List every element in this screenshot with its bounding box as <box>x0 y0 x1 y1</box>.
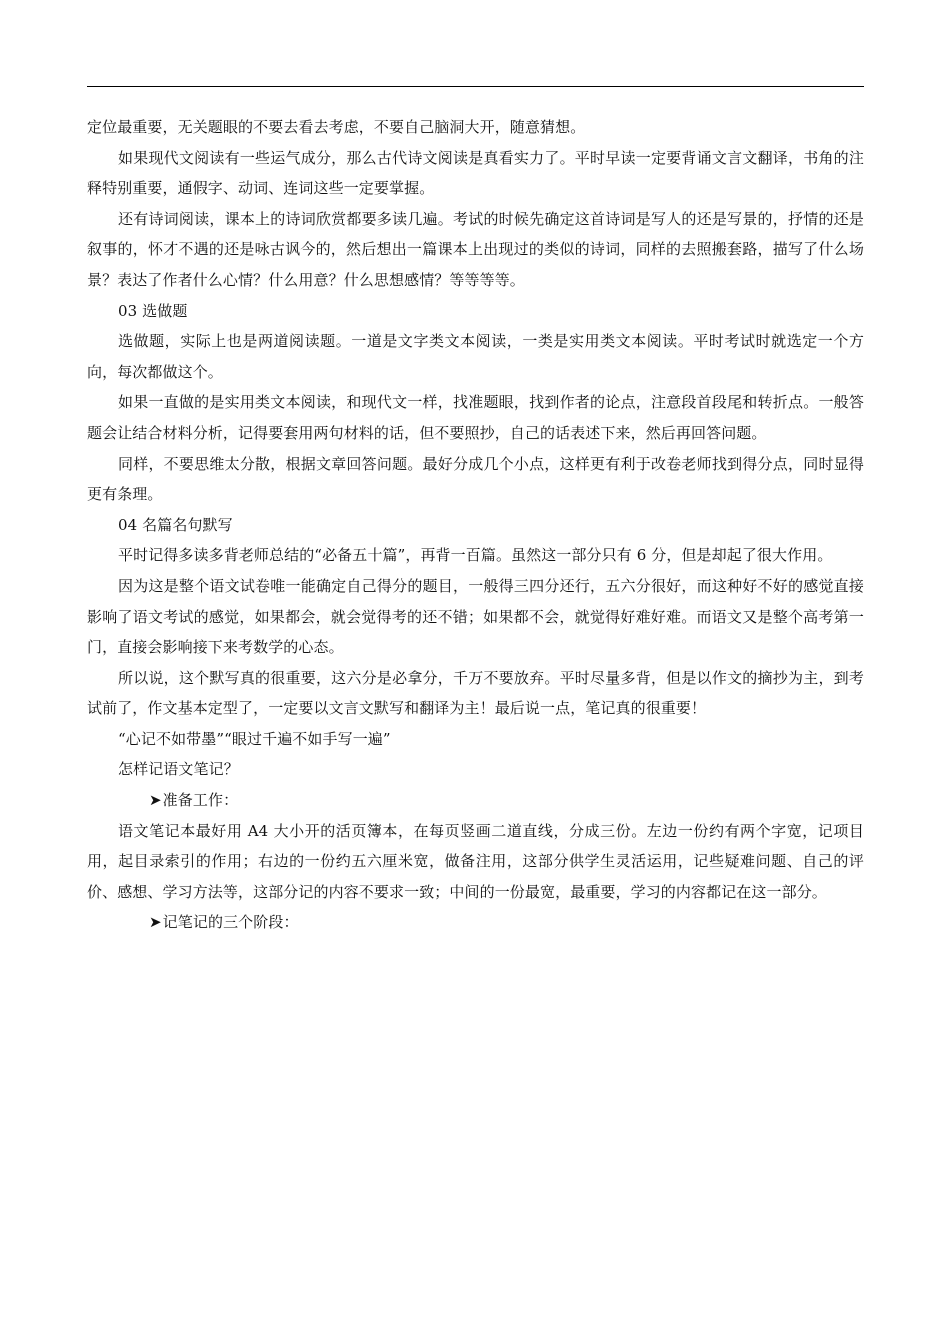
paragraph: 平时记得多读多背老师总结的“必备五十篇”，再背一百篇。虽然这一部分只有 6 分，但是却起了很大作用。 <box>118 546 833 565</box>
bullet-text: 准备工作： <box>162 791 239 810</box>
document-body <box>87 112 864 938</box>
bullet-item <box>87 907 864 938</box>
quote-line: “心记不如带墨”“眼过千遍不如手写一遍” <box>118 729 391 748</box>
paragraph: 定位最重要，无关题眼的不要去看去考虑，不要自己脑洞大开，随意猜想。 <box>87 118 586 136</box>
paragraph: 语文笔记本最好用 A4 大小开的活页簿本，在每页竖画二道直线，分成三份。左边一份约有两个字宽，记项目用，起目录索引的作用；右边的一份约五六厘米宽，做备注用，这部分供学生灵活运用，记些疑难问题、自己的评价、感想、学习方法等，这部分记的内容不要求一致；中间的一份最宽，最重要，学习的内容都记在这一部分。 <box>87 821 864 901</box>
paragraph: 选做题，实际上也是两道阅读题。一道是文字类文本阅读，一类是实用类文本阅读。平时考试时就选定一个方向，每次都做这个。 <box>87 332 864 381</box>
paragraph: 所以说，这个默写真的很重要，这六分是必拿分，千万不要放弃。平时尽量多背，但是以作文的摘抄为主，到考试前了，作文基本定型了，一定要以文言文默写和翻译为主！最后说一点，笔记真的很重要！ <box>87 668 864 718</box>
question-line: 怎样记语文笔记？ <box>118 760 239 779</box>
paragraph: 因为这是整个语文试卷唯一能确定自己得分的题目，一般得三四分还行，五六分很好，而这种好不好的感觉直接影响了语文考试的感觉，如果都会，就会觉得考的还不错；如果都不会，就觉得好难好难。而语文又是整个高考第一门，直接会影响接下来考数学的心态。 <box>87 576 864 657</box>
paragraph: 同样，不要思维太分散，根据文章回答问题。最好分成几个小点，这样更有利于改卷老师找到得分点，同时显得更有条理。 <box>87 454 864 504</box>
bullet-text: 记笔记的三个阶段： <box>162 913 299 932</box>
paragraph: 如果一直做的是实用类文本阅读，和现代文一样，找准题眼，找到作者的论点，注意段首段尾和转折点。一般答题会让结合材料分析，记得要套用两句材料的话，但不要照抄，自己的话表述下来，然后再回答问题。 <box>87 393 864 442</box>
section-heading: 04 名篇名句默写 <box>118 515 233 534</box>
section-heading: 03 选做题 <box>118 301 188 320</box>
paragraph: 如果现代文阅读有一些运气成分，那么古代诗文阅读是真看实力了。平时早读一定要背诵文言文翻译，书角的注释特别重要，通假字、动词、连词这些一定要掌握。 <box>87 148 864 198</box>
paragraph: 还有诗词阅读，课本上的诗词欣赏都要多读几遍。考试的时候先确定这首诗词是写人的还是写景的，抒情的还是叙事的，怀才不遇的还是咏古讽今的，然后想出一篇课本上出现过的类似的诗词，同样的去照搬套路，描写了什么场景？表达了作者什么心情？什么用意？什么思想感情？等等等等。 <box>87 209 864 289</box>
arrow-bullet-icon: ➤ <box>149 791 162 810</box>
bullet-item <box>87 785 864 816</box>
arrow-bullet-icon: ➤ <box>149 913 162 932</box>
header-rule <box>87 86 864 87</box>
